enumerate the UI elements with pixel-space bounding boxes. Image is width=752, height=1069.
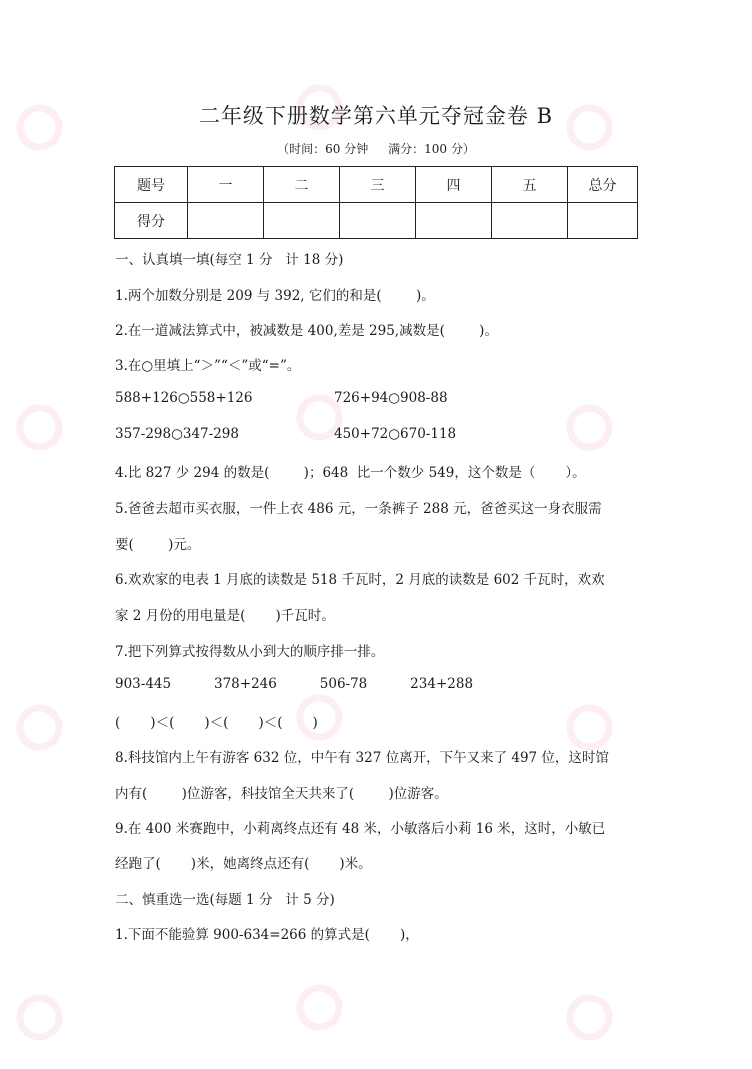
- header-cell: 四: [416, 167, 492, 203]
- question-text: 1.下面不能验算 900-634=266 的算式是( )，: [115, 927, 419, 943]
- exam-time: （时间：60 分钟: [277, 142, 369, 156]
- exam-full-score: 满分：100 分）: [388, 142, 475, 156]
- score-cell[interactable]: [264, 203, 340, 239]
- question-text: 4.比 827 少 294 的数是( )；648 比一个数少 549，这个数是（ ）。: [115, 465, 586, 481]
- header-cell: 题号: [115, 167, 188, 203]
- score-cell[interactable]: [416, 203, 492, 239]
- question-text: 内有( )位游客，科技馆全天共来了( )位游客。: [115, 786, 448, 802]
- watermark-logo-icon: [287, 975, 351, 1039]
- question-text: 要( )元。: [115, 537, 201, 553]
- watermark-logo-icon: [7, 695, 71, 759]
- score-cell[interactable]: [492, 203, 568, 239]
- question-text: 9.在 400 米赛跑中，小莉离终点还有 48 米，小敏落后小莉 16 米，这时，小敏已: [115, 821, 606, 837]
- page-title: 二年级下册数学第六单元夺冠金卷 B: [198, 104, 554, 128]
- score-cell[interactable]: [188, 203, 264, 239]
- question-text: 5.爸爸去超市买衣服，一件上衣 486 元，一条裤子 288 元，爸爸买这一身衣服需: [115, 501, 602, 517]
- comparison-item: 357-298○347-298: [115, 426, 239, 442]
- question-text: 6.欢欢家的电表 1 月底的读数是 518 千瓦时，2 月底的读数是 602 千瓦时，欢欢: [115, 572, 605, 588]
- watermark-logo: [546, 331, 704, 479]
- question-text: 家 2 月份的用电量是( )千瓦时。: [115, 608, 335, 624]
- comparison-item: 726+94○908-88: [334, 390, 448, 406]
- watermark-logo: [546, 921, 704, 1069]
- watermark-logo-icon: [557, 395, 621, 459]
- question-text: 3.在○里填上“＞”“＜”或“=”。: [115, 358, 301, 374]
- header-cell: 总分: [568, 167, 638, 203]
- watermark-logo-icon: [557, 985, 621, 1049]
- section-heading: 二、慎重选一选(每题 1 分 计 5 分): [115, 892, 335, 908]
- question-text: 2.在一道减法算式中，被减数是 400,差是 295,减数是( )。: [115, 323, 498, 339]
- header-cell: 二: [264, 167, 340, 203]
- question-text: 1.两个加数分别是 209 与 392, 它们的和是( )。: [115, 288, 435, 304]
- comparison-item: 450+72○670-118: [334, 426, 457, 442]
- comparison-item: 588+126○558+126: [115, 390, 253, 406]
- score-table-header-row: [115, 167, 638, 203]
- section-heading: 一、认真填一填(每空 1 分 计 18 分): [115, 252, 344, 268]
- header-cell: 五: [492, 167, 568, 203]
- score-table: [114, 166, 638, 239]
- score-table-score-row: [115, 203, 638, 239]
- score-cell[interactable]: [568, 203, 638, 239]
- question-text: 7.把下列算式按得数从小到大的顺序排一排。: [115, 644, 385, 660]
- order-blanks: ( )＜( )＜( )＜( ): [115, 715, 318, 731]
- watermark-logo: [0, 921, 154, 1069]
- question-text: 8.科技馆内上午有游客 632 位，中午有 327 位离开，下午又来了 497 位，这时馆: [115, 750, 609, 766]
- exam-info: [0, 140, 752, 157]
- header-cell: 一: [188, 167, 264, 203]
- watermark-logo: [276, 11, 434, 159]
- question-text: 经跑了( )米，她离终点还有( )米。: [115, 856, 372, 872]
- watermark-logo-icon: [7, 395, 71, 459]
- header-cell: 三: [340, 167, 416, 203]
- score-cell[interactable]: [340, 203, 416, 239]
- expression-list: 903-445 378+246 506-78 234+288: [115, 676, 474, 692]
- row-label: 得分: [115, 203, 188, 239]
- watermark-logo-icon: [7, 985, 71, 1049]
